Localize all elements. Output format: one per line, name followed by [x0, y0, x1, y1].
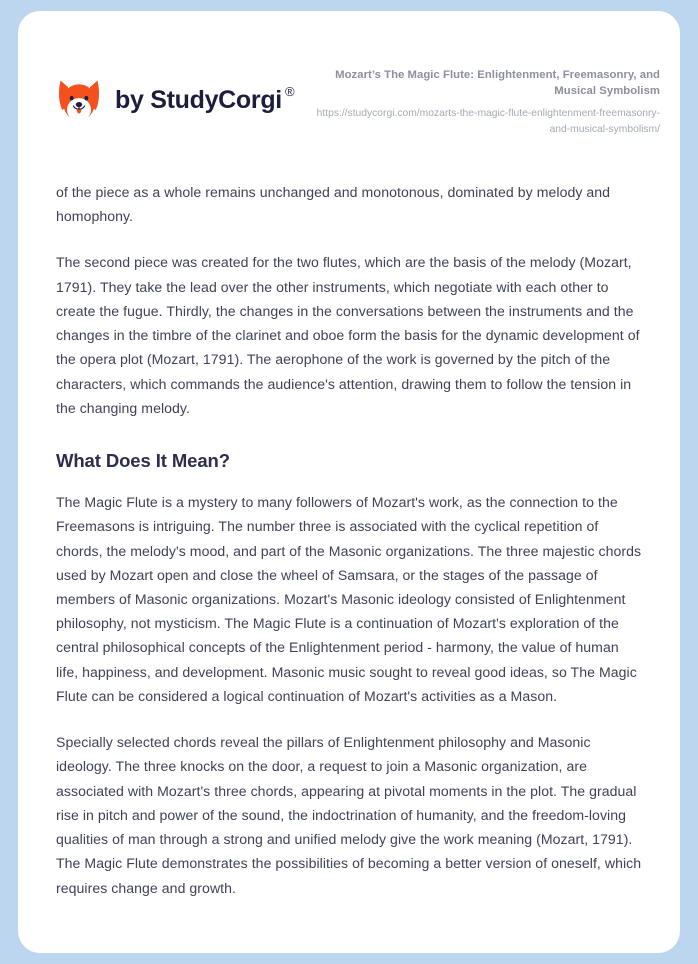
document-url[interactable]: https://studycorgi.com/mozarts-the-magic-flute-enlightenment-freemasonry-and-musical-symbolism/	[316, 108, 660, 135]
section-heading-what-does-it-mean: What Does It Mean?	[56, 450, 230, 472]
paragraph-second-piece: The second piece was created for the two flutes, which are the basis of the melody (Mozart, 1791). They take the lead over the other instruments, which negotiate with each other to create the fugue. Thirdly, the changes in the conversations between the instruments and the changes in the timbre of the clarinet and oboe form the basis for the dynamic development of the opera plot (Mozart, 1791). The aerophone of the work is governed by the pitch of the characters, which commands the audience's attention, drawing them to follow the tension in the changing melody.	[56, 254, 640, 416]
paragraph-selected-chords: Specially selected chords reveal the pillars of Enlightenment philosophy and Masonic ideology. The three knocks on the door, a request to join a Masonic organization, are associated with Mozart's three chords, appearing at pivotal moments in the plot. The gradual rise in pitch and power of the sound, the indoctrination of humanity, and the freedom-loving qualities of man through a strong and unified melody give the work meaning (Mozart, 1791). The Magic Flute demonstrates the possibilities of becoming a better version of oneself, which requires change and growth.	[56, 734, 642, 896]
brand-name-text: by StudyCorgi	[115, 85, 282, 114]
document-body	[18, 180, 680, 900]
brand-name	[115, 83, 295, 115]
registered-trademark-icon: ®	[284, 83, 295, 99]
paragraph-continuation: of the piece as a whole remains unchanged and monotonous, dominated by melody and homophony.	[56, 183, 611, 225]
document-page	[18, 11, 680, 953]
document-header	[18, 11, 680, 137]
document-title: Mozart’s The Magic Flute: Enlightenment, Freemasonry, and Musical Symbolism	[335, 69, 660, 98]
header-meta	[310, 63, 660, 137]
corgi-logo-icon	[56, 77, 102, 123]
brand-logo	[56, 63, 294, 123]
paragraph-magic-flute-mystery: The Magic Flute is a mystery to many followers of Mozart's work, as the connection to the Freemasons is intriguing. The number three is associated with the cyclical repetition of chords, the melody's mood, and part of the Masonic organizations. The three majestic chords used by Mozart open and close the wheel of Samsara, or the stages of the passage of members of Masonic organizations. Mozart's Masonic ideology consisted of Enlightenment philosophy, not mysticism. The Magic Flute is a continuation of Mozart's exploration of the central philosophical concepts of the Enlightenment period - harmony, the value of human life, happiness, and development. Masonic music sought to reveal good ideas, so The Magic Flute can be considered a logical continuation of Mozart's activities as a Mason.	[56, 494, 642, 704]
